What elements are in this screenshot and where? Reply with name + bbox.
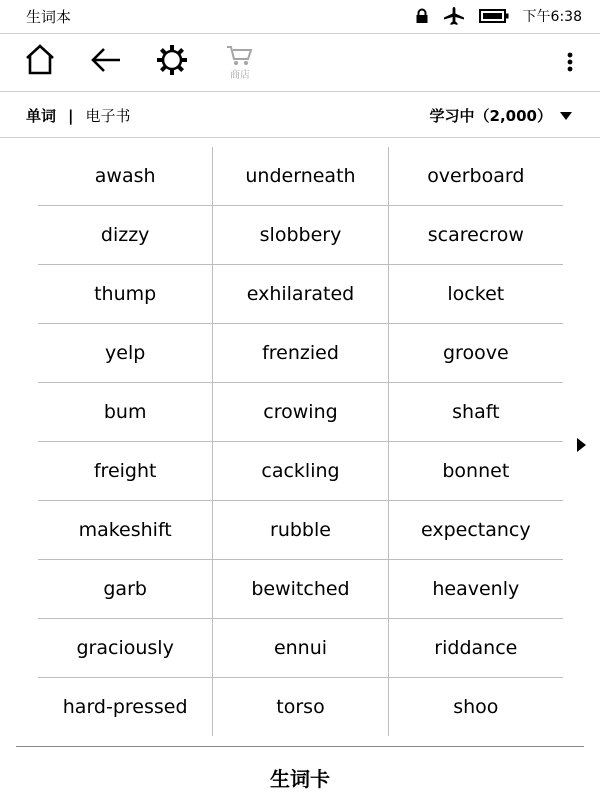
back-arrow-icon — [89, 43, 123, 81]
airplane-icon — [443, 6, 465, 26]
flashcards-button[interactable]: 生词卡 — [270, 767, 330, 791]
word-cell[interactable]: overboard — [388, 147, 563, 205]
word-cell[interactable]: cackling — [212, 442, 387, 500]
toolbar — [0, 33, 600, 92]
word-row — [38, 619, 563, 678]
word-cell[interactable]: torso — [212, 678, 387, 736]
view-tabs — [26, 105, 131, 126]
word-cell[interactable]: shaft — [388, 383, 563, 441]
word-cell[interactable]: hard-pressed — [62, 696, 188, 718]
word-cell[interactable]: exhilarated — [212, 265, 387, 323]
word-cell[interactable]: awash — [94, 165, 156, 187]
word-row — [38, 560, 563, 619]
status-bar — [0, 0, 600, 32]
word-cell[interactable]: thump — [94, 283, 157, 305]
clock: 下午6:38 — [522, 9, 582, 25]
filter-row — [0, 91, 600, 138]
more-menu-button[interactable] — [562, 48, 578, 78]
word-cell[interactable]: expectancy — [388, 501, 563, 559]
word-cell[interactable]: riddance — [388, 619, 563, 677]
tab-separator: | — [68, 106, 74, 125]
word-cell[interactable]: bum — [103, 401, 147, 423]
word-cell[interactable]: scarecrow — [388, 206, 563, 264]
word-row — [38, 678, 563, 736]
settings-button[interactable] — [154, 44, 190, 80]
word-row — [38, 206, 563, 265]
word-cell[interactable]: bonnet — [388, 442, 563, 500]
word-row — [38, 265, 563, 324]
lock-icon — [415, 8, 429, 24]
word-cell[interactable]: shoo — [388, 678, 563, 736]
word-cell[interactable]: slobbery — [212, 206, 387, 264]
home-icon — [23, 43, 57, 81]
status-filter-dropdown[interactable] — [430, 105, 572, 126]
next-page-button[interactable] — [576, 437, 588, 453]
status-icons — [415, 4, 582, 28]
word-cell[interactable]: locket — [388, 265, 563, 323]
word-cell[interactable]: yelp — [105, 342, 146, 364]
word-cell[interactable]: crowing — [212, 383, 387, 441]
word-cell[interactable]: frenzied — [212, 324, 387, 382]
next-page-icon — [576, 438, 588, 457]
word-cell[interactable]: ennui — [212, 619, 387, 677]
word-cell[interactable]: bewitched — [212, 560, 387, 618]
word-grid — [38, 147, 563, 736]
store-label: 商店 — [230, 70, 250, 81]
word-row — [38, 147, 563, 206]
word-cell[interactable]: rubble — [212, 501, 387, 559]
word-cell[interactable]: groove — [388, 324, 563, 382]
status-filter-label: 学习中（2,000） — [429, 107, 552, 125]
word-cell[interactable]: dizzy — [100, 224, 150, 246]
word-row — [38, 383, 563, 442]
store-button[interactable] — [220, 44, 260, 84]
home-button[interactable] — [22, 44, 58, 80]
back-button[interactable] — [88, 44, 124, 80]
dropdown-triangle-icon — [552, 107, 572, 125]
tab-ebooks[interactable]: 电子书 — [85, 107, 131, 125]
word-row — [38, 324, 563, 383]
status-title: 生词本 — [26, 8, 72, 26]
word-row — [38, 501, 563, 560]
gear-icon — [155, 43, 189, 81]
word-cell[interactable]: graciously — [76, 637, 174, 659]
word-cell[interactable]: underneath — [212, 147, 387, 205]
divider — [16, 746, 584, 747]
tab-words[interactable]: 单词 — [26, 107, 57, 125]
word-cell[interactable]: heavenly — [388, 560, 563, 618]
battery-icon — [479, 8, 509, 24]
more-vertical-icon — [562, 63, 578, 82]
word-row — [38, 442, 563, 501]
word-cell[interactable]: garb — [103, 578, 147, 600]
word-cell[interactable]: freight — [93, 460, 157, 482]
word-cell[interactable]: makeshift — [78, 519, 172, 541]
